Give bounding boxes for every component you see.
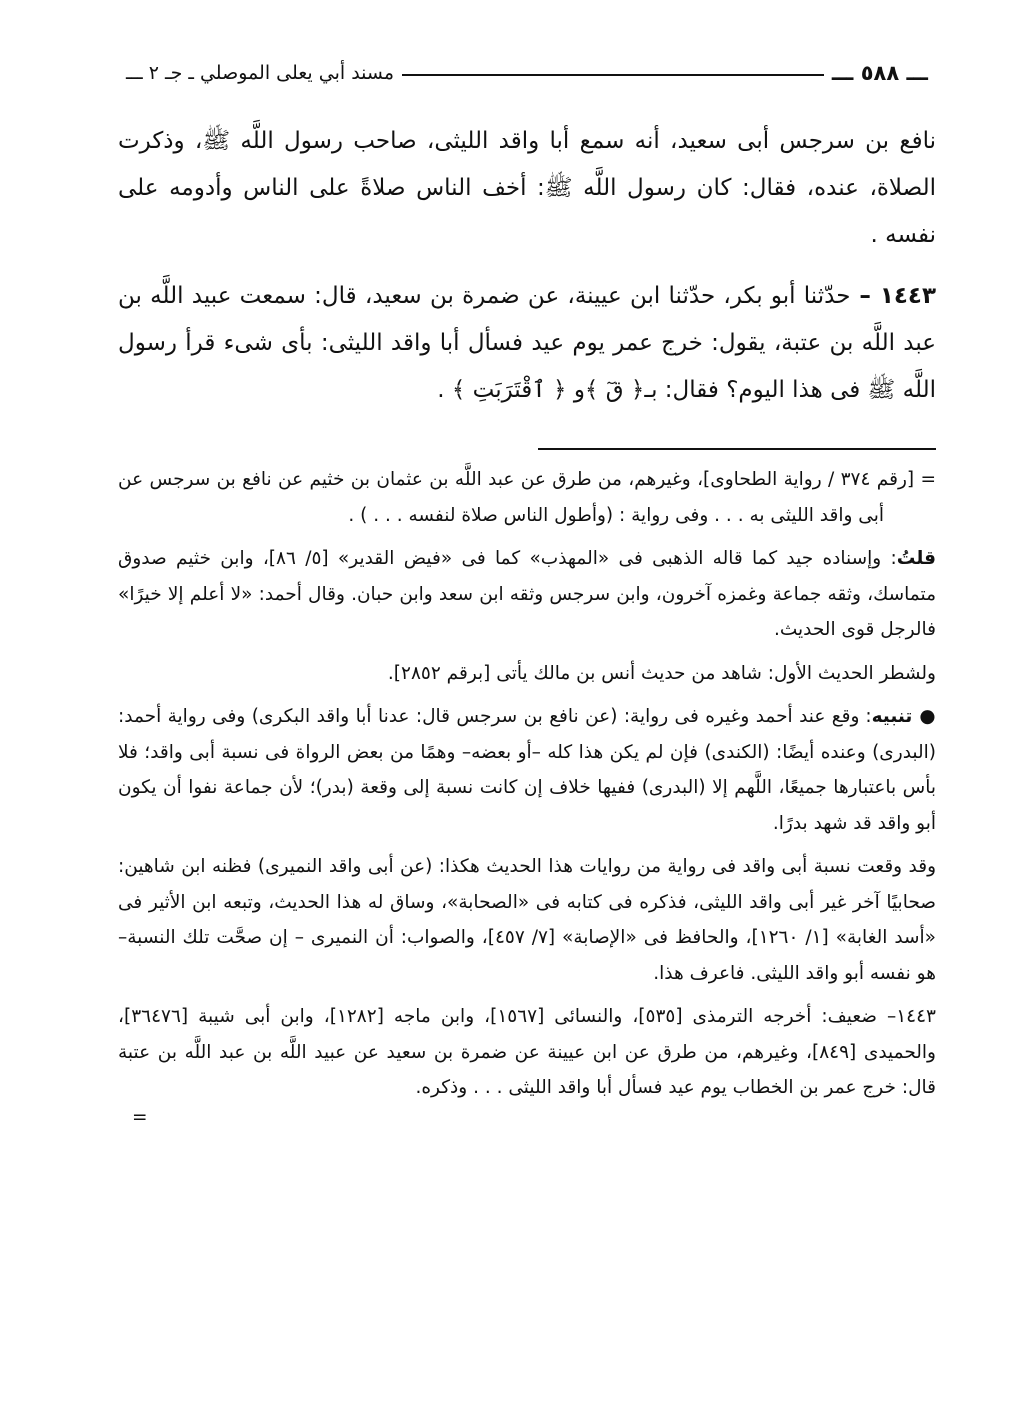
footnote-qultu [118,541,936,648]
hadith-text: حدّثنا أبو بكر، حدّثنا ابن عيينة، عن ضمرة بن سعيد، قال: سمعت عبيد اللَّه بن عبد اللَّه بن عتبة، يقول: خرج عمر يوم عيد فسأل أبا واقد الليثى: بأى شىء قرأ رسول اللَّه ﷺ فى هذا اليوم؟ فقال: بـ﴿ قٓ ﴾و ﴿ ٱقْتَرَبَتِ ﴾ . [118,283,936,403]
footnote-label: قلتُ [896,548,936,569]
running-title: مسند أبي يعلى الموصلي ـ جـ ٢ ـــ [118,56,402,90]
footnote-text: : وإسناده جيد كما قاله الذهبى فى «المهذب» كما فى «فيض القدير» [٥/ ٨٦]، وابن خثيم صدوق متماسك، وثقه جماعة وغمزه آخرون، وابن سرجس وثقه ابن سعد وابن حبان. وقال أحمد: «لا أعلم إلا خيرًا» فالرجل قوى الحديث. [118,548,936,640]
hadith-number: ١٤٤٣ – [850,283,937,309]
main-text [118,118,936,414]
hadith-paragraph [118,273,936,414]
footnote-shahid: ولشطر الحديث الأول: شاهد من حديث أنس بن مالك يأتى [برقم ٢٨٥٢]. [387,662,936,684]
main-paragraph: نافع بن سرجس أبى سعيد، أنه سمع أبا واقد الليثى، صاحب رسول اللَّه ﷺ، وذكرت الصلاة، عنده، فقال: كان رسول اللَّه ﷺ: أخف الناس صلاةً على الناس وأدومه على نفسه . [118,128,936,248]
footnote-tanbih [118,699,936,841]
footnotes [118,462,936,1130]
book-page [118,50,936,1350]
continuation-mark: = [132,1106,148,1128]
footnote-nisba: وقد وقعت نسبة أبى واقد فى رواية من روايات هذا الحديث هكذا: (عن أبى واقد النميرى) فظنه ابن شاهين: صحابيًا آخر غير أبى واقد الليثى، فذكره فى كتابه فى «الصحابة»، وساق له هذا الحديث، وتبعه ابن الأثير فى «أسد الغابة» [١/ ١٢٦٠]، والحافظ فى «الإصابة» [٧/ ٤٥٧]، والصواب: أن النميرى – إن صحَّت تلك النسبة– هو نفسه أبو واقد الليثى. فاعرف هذا. [118,856,936,984]
footnote-continuation: = [رقم ٣٧٤ / رواية الطحاوى]، وغيرهم، من طرق عن عبد اللَّه بن عثمان بن خثيم عن نافع بن سرجس عن أبى واقد الليثى به . . . وفى رواية : (وأطول الناس صلاة لنفسه . . . ) . [118,469,936,526]
footnote-hadith-1443: ١٤٤٣– ضعيف: أخرجه الترمذى [٥٣٥]، والنسائى [١٥٦٧]، وابن ماجه [١٢٨٢]، وابن أبى شيبة [٣٦٤٧٦]، والحميدى [٨٤٩]، وغيرهم، من طرق عن ابن عيينة عن ضمرة بن سعيد عن عبيد اللَّه بن عبد اللَّه بن عتبة قال: خرج عمر بن الخطاب يوم عيد فسأل أبا واقد الليثى . . . وذكره. [118,1006,936,1098]
running-header [118,50,936,94]
page-number: ـــ ٥٨٨ ـــ [824,56,936,90]
footnote-label: ● تنبيه [871,706,937,727]
footnote-text: : وقع عند أحمد وغيره فى رواية: (عن نافع بن سرجس قال: عدنا أبا واقد البكرى) وفى رواية أحمد: (البدرى) وعنده أيضًا: (الكندى) فإن لم يكن هذا كله –أو بعضه– وهمًا من بعض الرواة فى نسبة أبى واقد؛ فلا بأس باعتبارها جميعًا، اللَّهم إلا (البدرى) ففيها خلاف إن كانت نسبة إلى وقعة (بدر)؛ لأن جماعة نفوا أن يكون أبو واقد قد شهد بدرًا. [118,706,936,834]
footnote-divider [538,448,936,450]
